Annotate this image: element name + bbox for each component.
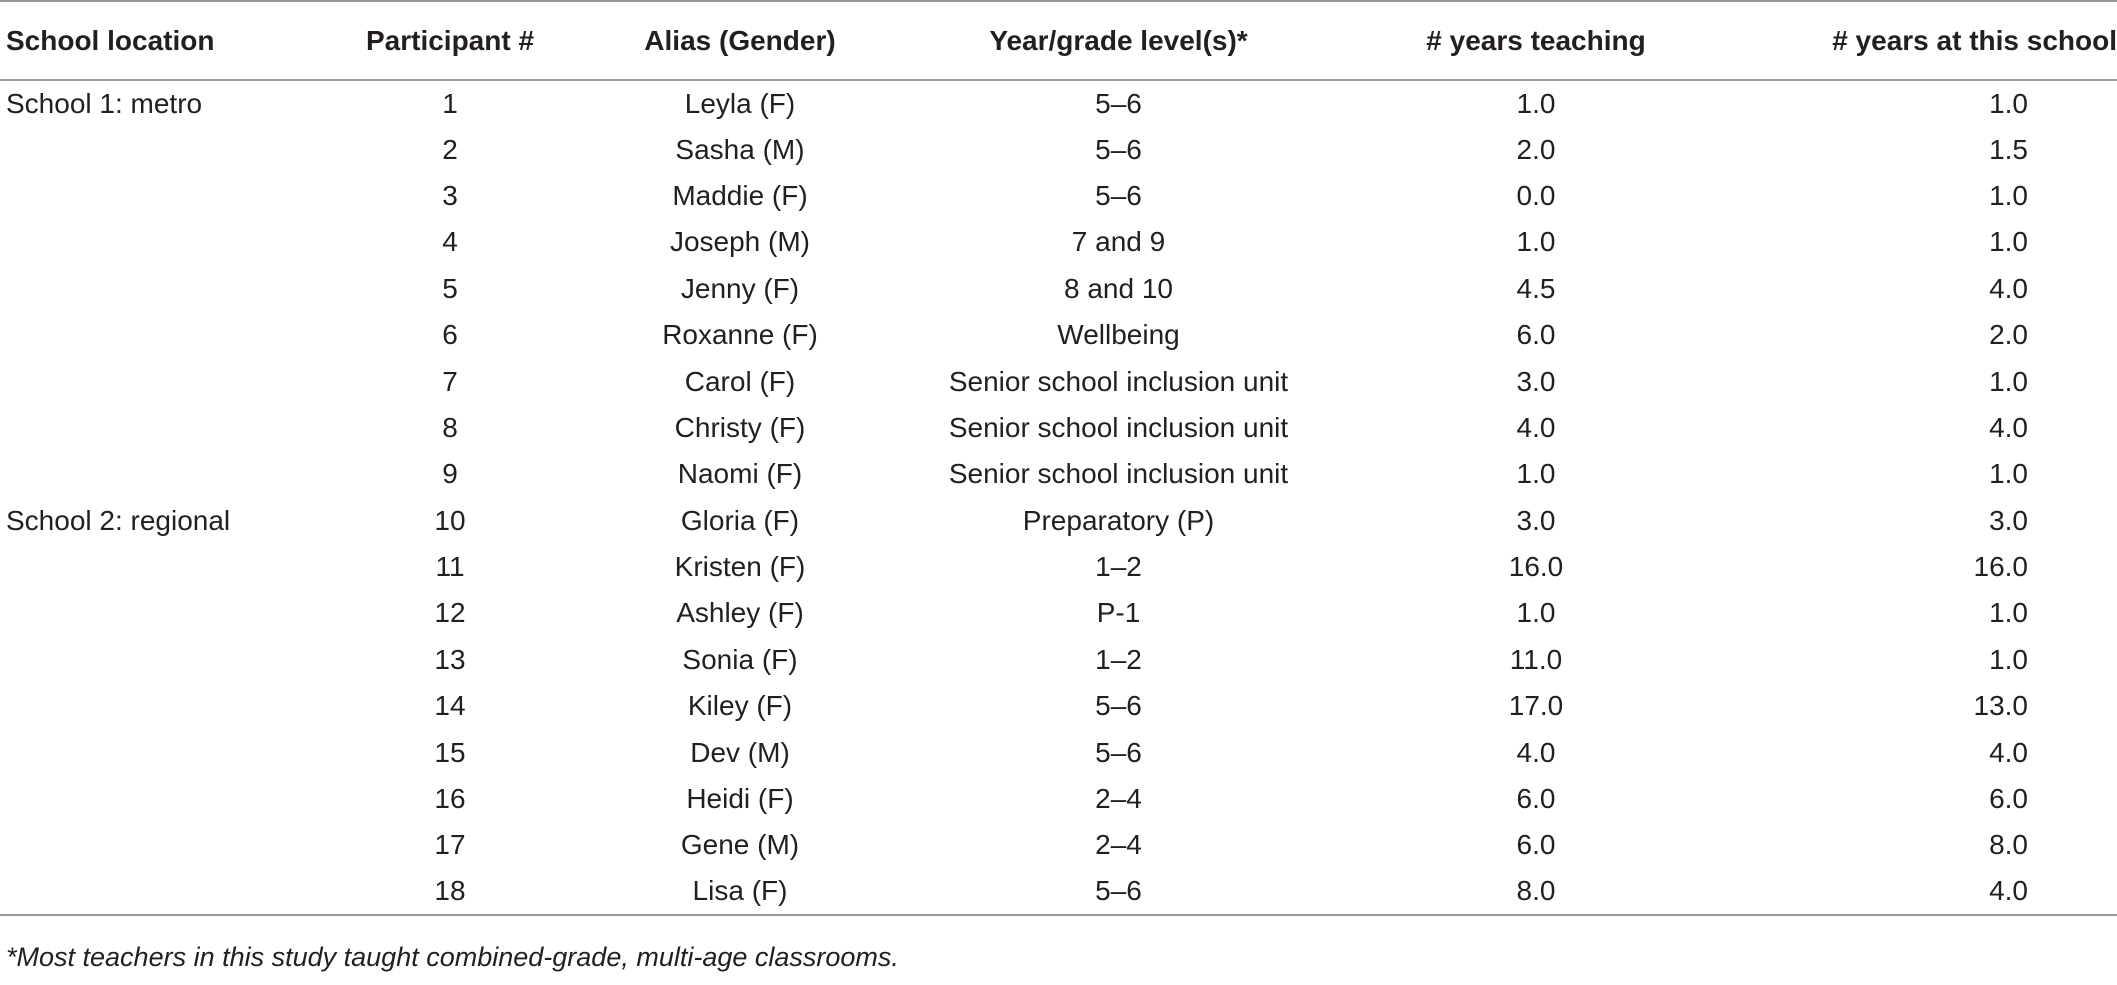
cell-years-at-school: 1.0 [1989, 458, 2028, 490]
cell-years-at-school: 16.0 [1973, 551, 2028, 583]
cell-school-location [0, 683, 330, 729]
table-row [0, 405, 2117, 451]
cell-school-location [0, 126, 330, 172]
cell-year-grade-level: 1–2 [1095, 551, 1142, 583]
cell-school-location [0, 266, 330, 312]
cell-years-at-school: 1.0 [1989, 597, 2028, 629]
cell-years-teaching: 3.0 [1516, 504, 1556, 536]
cell-years-at-school: 1.0 [1989, 365, 2028, 397]
cell-years-at-school: 6.0 [1989, 783, 2028, 815]
table-row [0, 637, 2117, 683]
cell-school-location [0, 405, 330, 451]
cell-years-teaching: 6.0 [1516, 829, 1556, 861]
table-row [0, 312, 2117, 358]
cell-years-teaching: 6.0 [1516, 783, 1556, 815]
cell-alias-gender: Roxanne (F) [662, 319, 818, 351]
table-row [0, 451, 2117, 497]
cell-alias-gender: Christy (F) [674, 411, 806, 443]
cell-years-at-school: 4.0 [1989, 736, 2028, 768]
cell-years-at-school: 1.0 [1989, 643, 2028, 675]
table-row [0, 358, 2117, 404]
cell-school-location [0, 219, 330, 265]
cell-years-teaching: 4.0 [1516, 736, 1556, 768]
cell-school-location [0, 173, 330, 219]
table-footnote: *Most teachers in this study taught combined-grade, multi-age classrooms. [6, 942, 899, 972]
header-years-at-school: # years at this school [1745, 1, 2117, 80]
cell-participant-number: 16 [434, 783, 466, 815]
cell-participant-number: 9 [442, 458, 458, 490]
table-row [0, 219, 2117, 265]
cell-year-grade-level: 5–6 [1095, 87, 1142, 119]
cell-alias-gender: Maddie (F) [672, 179, 808, 211]
cell-participant-number: 5 [442, 272, 458, 304]
cell-years-at-school: 1.0 [1989, 87, 2028, 119]
cell-participant-number: 18 [330, 869, 570, 915]
cell-participant-number: 8 [442, 411, 458, 443]
table-row [0, 869, 2117, 915]
cell-school-location [0, 822, 330, 868]
table-header [0, 1, 2117, 80]
table-row [0, 776, 2117, 822]
cell-years-teaching: 2.0 [1516, 133, 1556, 165]
cell-school-location [0, 729, 330, 775]
cell-participant-number: 10 [434, 504, 466, 536]
cell-years-teaching: 17.0 [1508, 690, 1564, 722]
cell-participant-number: 17 [434, 829, 466, 861]
cell-school-location: School 1: metro [6, 87, 203, 119]
cell-years-at-school: 8.0 [1989, 829, 2028, 861]
cell-school-location [0, 544, 330, 590]
cell-participant-number: 4 [442, 226, 458, 258]
cell-year-grade-level: Senior school inclusion unit [948, 458, 1289, 490]
cell-school-location [0, 776, 330, 822]
cell-years-teaching: 16.0 [1508, 551, 1564, 583]
cell-participant-number: 14 [434, 690, 466, 722]
cell-years-teaching: 1.0 [1516, 87, 1556, 119]
cell-participant-number: 1 [442, 87, 458, 119]
cell-years-teaching: 1.0 [1516, 226, 1556, 258]
cell-years-teaching: 1.0 [1516, 458, 1556, 490]
cell-year-grade-level: P-1 [1096, 597, 1141, 629]
header-alias-gender: Alias (Gender) [570, 1, 910, 80]
header-school-location: School location [0, 1, 330, 80]
header-years-teaching: # years teaching [1327, 1, 1745, 80]
cell-year-grade-level: 5–6 [910, 869, 1327, 915]
cell-participant-number: 2 [442, 133, 458, 165]
cell-school-location [0, 312, 330, 358]
cell-year-grade-level: 2–4 [1095, 783, 1142, 815]
cell-participant-number: 3 [442, 179, 458, 211]
cell-school-location [0, 358, 330, 404]
cell-school-location [0, 451, 330, 497]
cell-year-grade-level: 5–6 [1095, 690, 1142, 722]
cell-year-grade-level: 8 and 10 [1064, 272, 1173, 304]
cell-alias-gender: Sasha (M) [675, 133, 805, 165]
cell-alias-gender: Naomi (F) [677, 458, 803, 490]
header-participant-number: Participant # [330, 1, 570, 80]
table-row [0, 822, 2117, 868]
cell-school-location: School 2: regional [6, 504, 231, 536]
cell-years-at-school: 2.0 [1989, 319, 2028, 351]
cell-alias-gender: Sonia (F) [682, 643, 798, 675]
cell-years-teaching: 3.0 [1516, 365, 1556, 397]
cell-year-grade-level: Senior school inclusion unit [948, 365, 1289, 397]
table-row [0, 544, 2117, 590]
cell-years-teaching: 6.0 [1516, 319, 1556, 351]
cell-years-teaching: 0.0 [1516, 179, 1556, 211]
table-row [0, 729, 2117, 775]
cell-alias-gender: Lisa (F) [570, 869, 910, 915]
cell-years-at-school: 4.0 [1989, 272, 2028, 304]
table-row [0, 590, 2117, 636]
cell-year-grade-level: Senior school inclusion unit [948, 411, 1289, 443]
cell-year-grade-level: 5–6 [1095, 133, 1142, 165]
cell-participant-number: 7 [442, 365, 458, 397]
cell-alias-gender: Carol (F) [684, 365, 796, 397]
cell-alias-gender: Jenny (F) [680, 272, 800, 304]
table-row [0, 683, 2117, 729]
table-row [0, 266, 2117, 312]
cell-participant-number: 6 [442, 319, 458, 351]
table-row [0, 498, 2117, 544]
cell-participant-number: 11 [435, 551, 465, 583]
cell-alias-gender: Gloria (F) [680, 504, 800, 536]
header-year-grade-levels: Year/grade level(s)* [910, 1, 1327, 80]
cell-alias-gender: Joseph (M) [669, 226, 811, 258]
cell-participant-number: 12 [434, 597, 466, 629]
table-row [0, 80, 2117, 126]
cell-year-grade-level: Preparatory (P) [1022, 504, 1215, 536]
cell-years-at-school: 3.0 [1989, 504, 2028, 536]
cell-years-teaching: 4.0 [1516, 411, 1556, 443]
cell-years-teaching: 4.5 [1516, 272, 1556, 304]
cell-alias-gender: Dev (M) [690, 736, 790, 768]
cell-years-at-school: 1.0 [1989, 226, 2028, 258]
table-body [0, 80, 2117, 915]
cell-year-grade-level: 5–6 [1095, 179, 1142, 211]
cell-year-grade-level: 2–4 [1095, 829, 1142, 861]
cell-year-grade-level: 5–6 [1095, 736, 1142, 768]
cell-school-location [0, 637, 330, 683]
cell-participant-number: 15 [434, 736, 466, 768]
cell-school-location [0, 590, 330, 636]
cell-alias-gender: Heidi (F) [686, 783, 794, 815]
cell-alias-gender: Gene (M) [680, 829, 800, 861]
header-row [0, 1, 2117, 80]
cell-alias-gender: Ashley (F) [676, 597, 804, 629]
cell-participant-number: 13 [434, 643, 466, 675]
cell-school-location [0, 869, 330, 915]
cell-year-grade-level: 1–2 [1095, 643, 1142, 675]
cell-years-teaching: 11.0 [1509, 643, 1563, 675]
cell-alias-gender: Leyla (F) [684, 87, 796, 119]
cell-alias-gender: Kiley (F) [687, 690, 793, 722]
cell-years-at-school: 4.0 [1745, 869, 2117, 915]
cell-years-teaching: 1.0 [1516, 597, 1556, 629]
cell-year-grade-level: 7 and 9 [1071, 226, 1166, 258]
cell-years-at-school: 1.5 [1989, 133, 2028, 165]
cell-years-teaching: 8.0 [1327, 869, 1745, 915]
cell-alias-gender: Kristen (F) [674, 551, 806, 583]
cell-years-at-school: 1.0 [1989, 179, 2028, 211]
cell-years-at-school: 4.0 [1989, 411, 2028, 443]
table-row [0, 173, 2117, 219]
cell-years-at-school: 13.0 [1973, 690, 2028, 722]
table-row [0, 126, 2117, 172]
cell-year-grade-level: Wellbeing [1057, 319, 1180, 351]
